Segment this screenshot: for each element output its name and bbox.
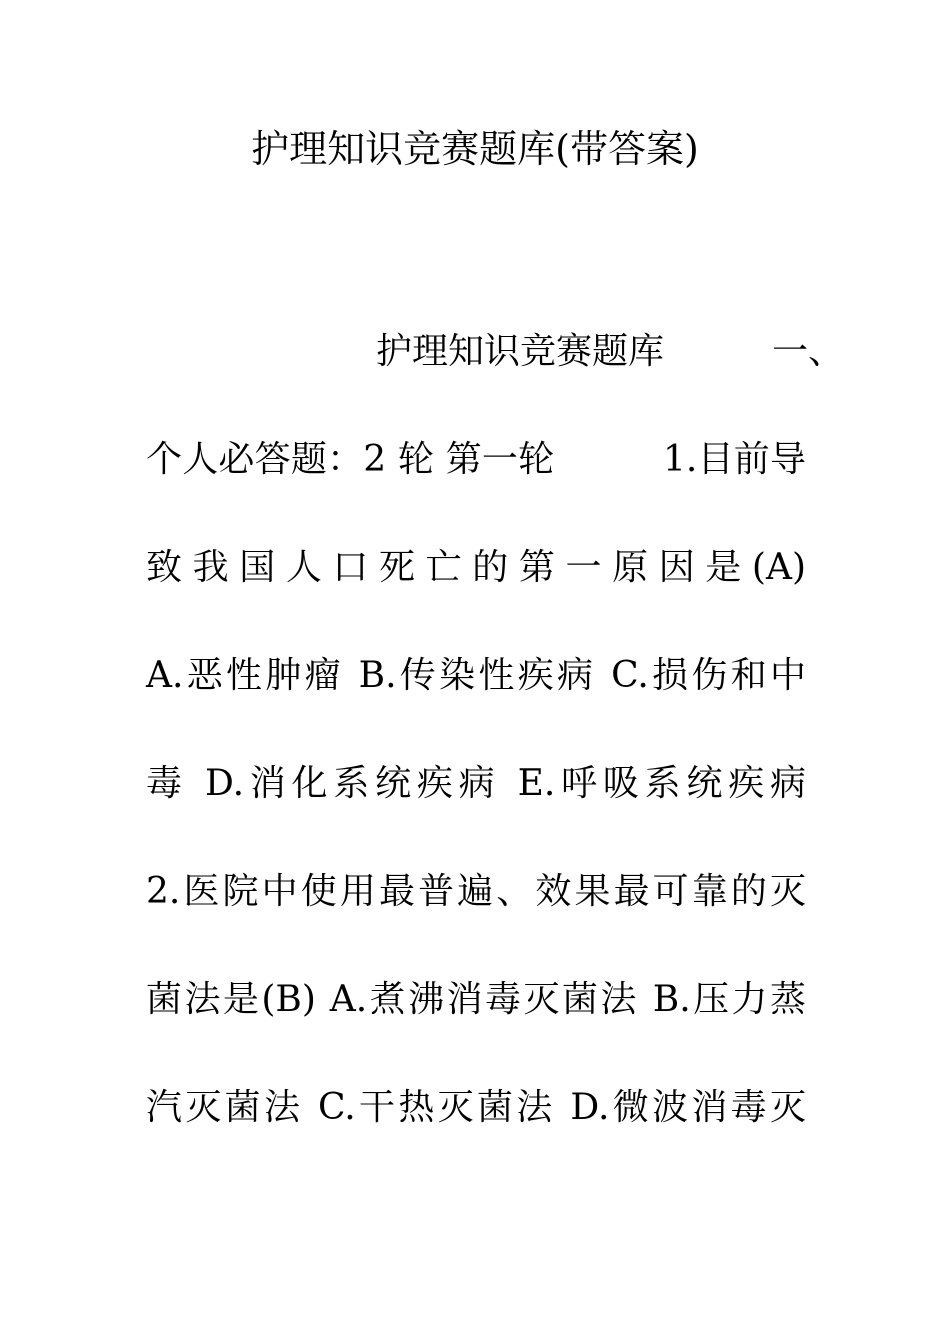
body-text-line: 汽灭菌法 C.干热灭菌法 D.微波消毒灭 xyxy=(146,1087,806,1128)
body-text-line: 致我国人口死亡的第一原因是(A) xyxy=(146,547,806,588)
body-text-line: 毒 D.消化系统疾病 E.呼吸系统疾病 xyxy=(146,763,806,804)
document-title: 护理知识竞赛题库(带答案) xyxy=(251,127,699,171)
section-heading-line: 护理知识竞赛题库 一、 xyxy=(376,331,845,372)
body-text-line: 2.医院中使用最普遍、效果最可靠的灭 xyxy=(146,871,806,912)
body-text-line: A.恶性肿瘤 B.传染性疾病 C.损伤和中 xyxy=(146,655,806,696)
body-text-line: 菌法是(B) A.煮沸消毒灭菌法 B.压力蒸 xyxy=(146,979,806,1020)
body-text-line: 个人必答题：2 轮 第一轮 1.目前导 xyxy=(146,439,806,480)
